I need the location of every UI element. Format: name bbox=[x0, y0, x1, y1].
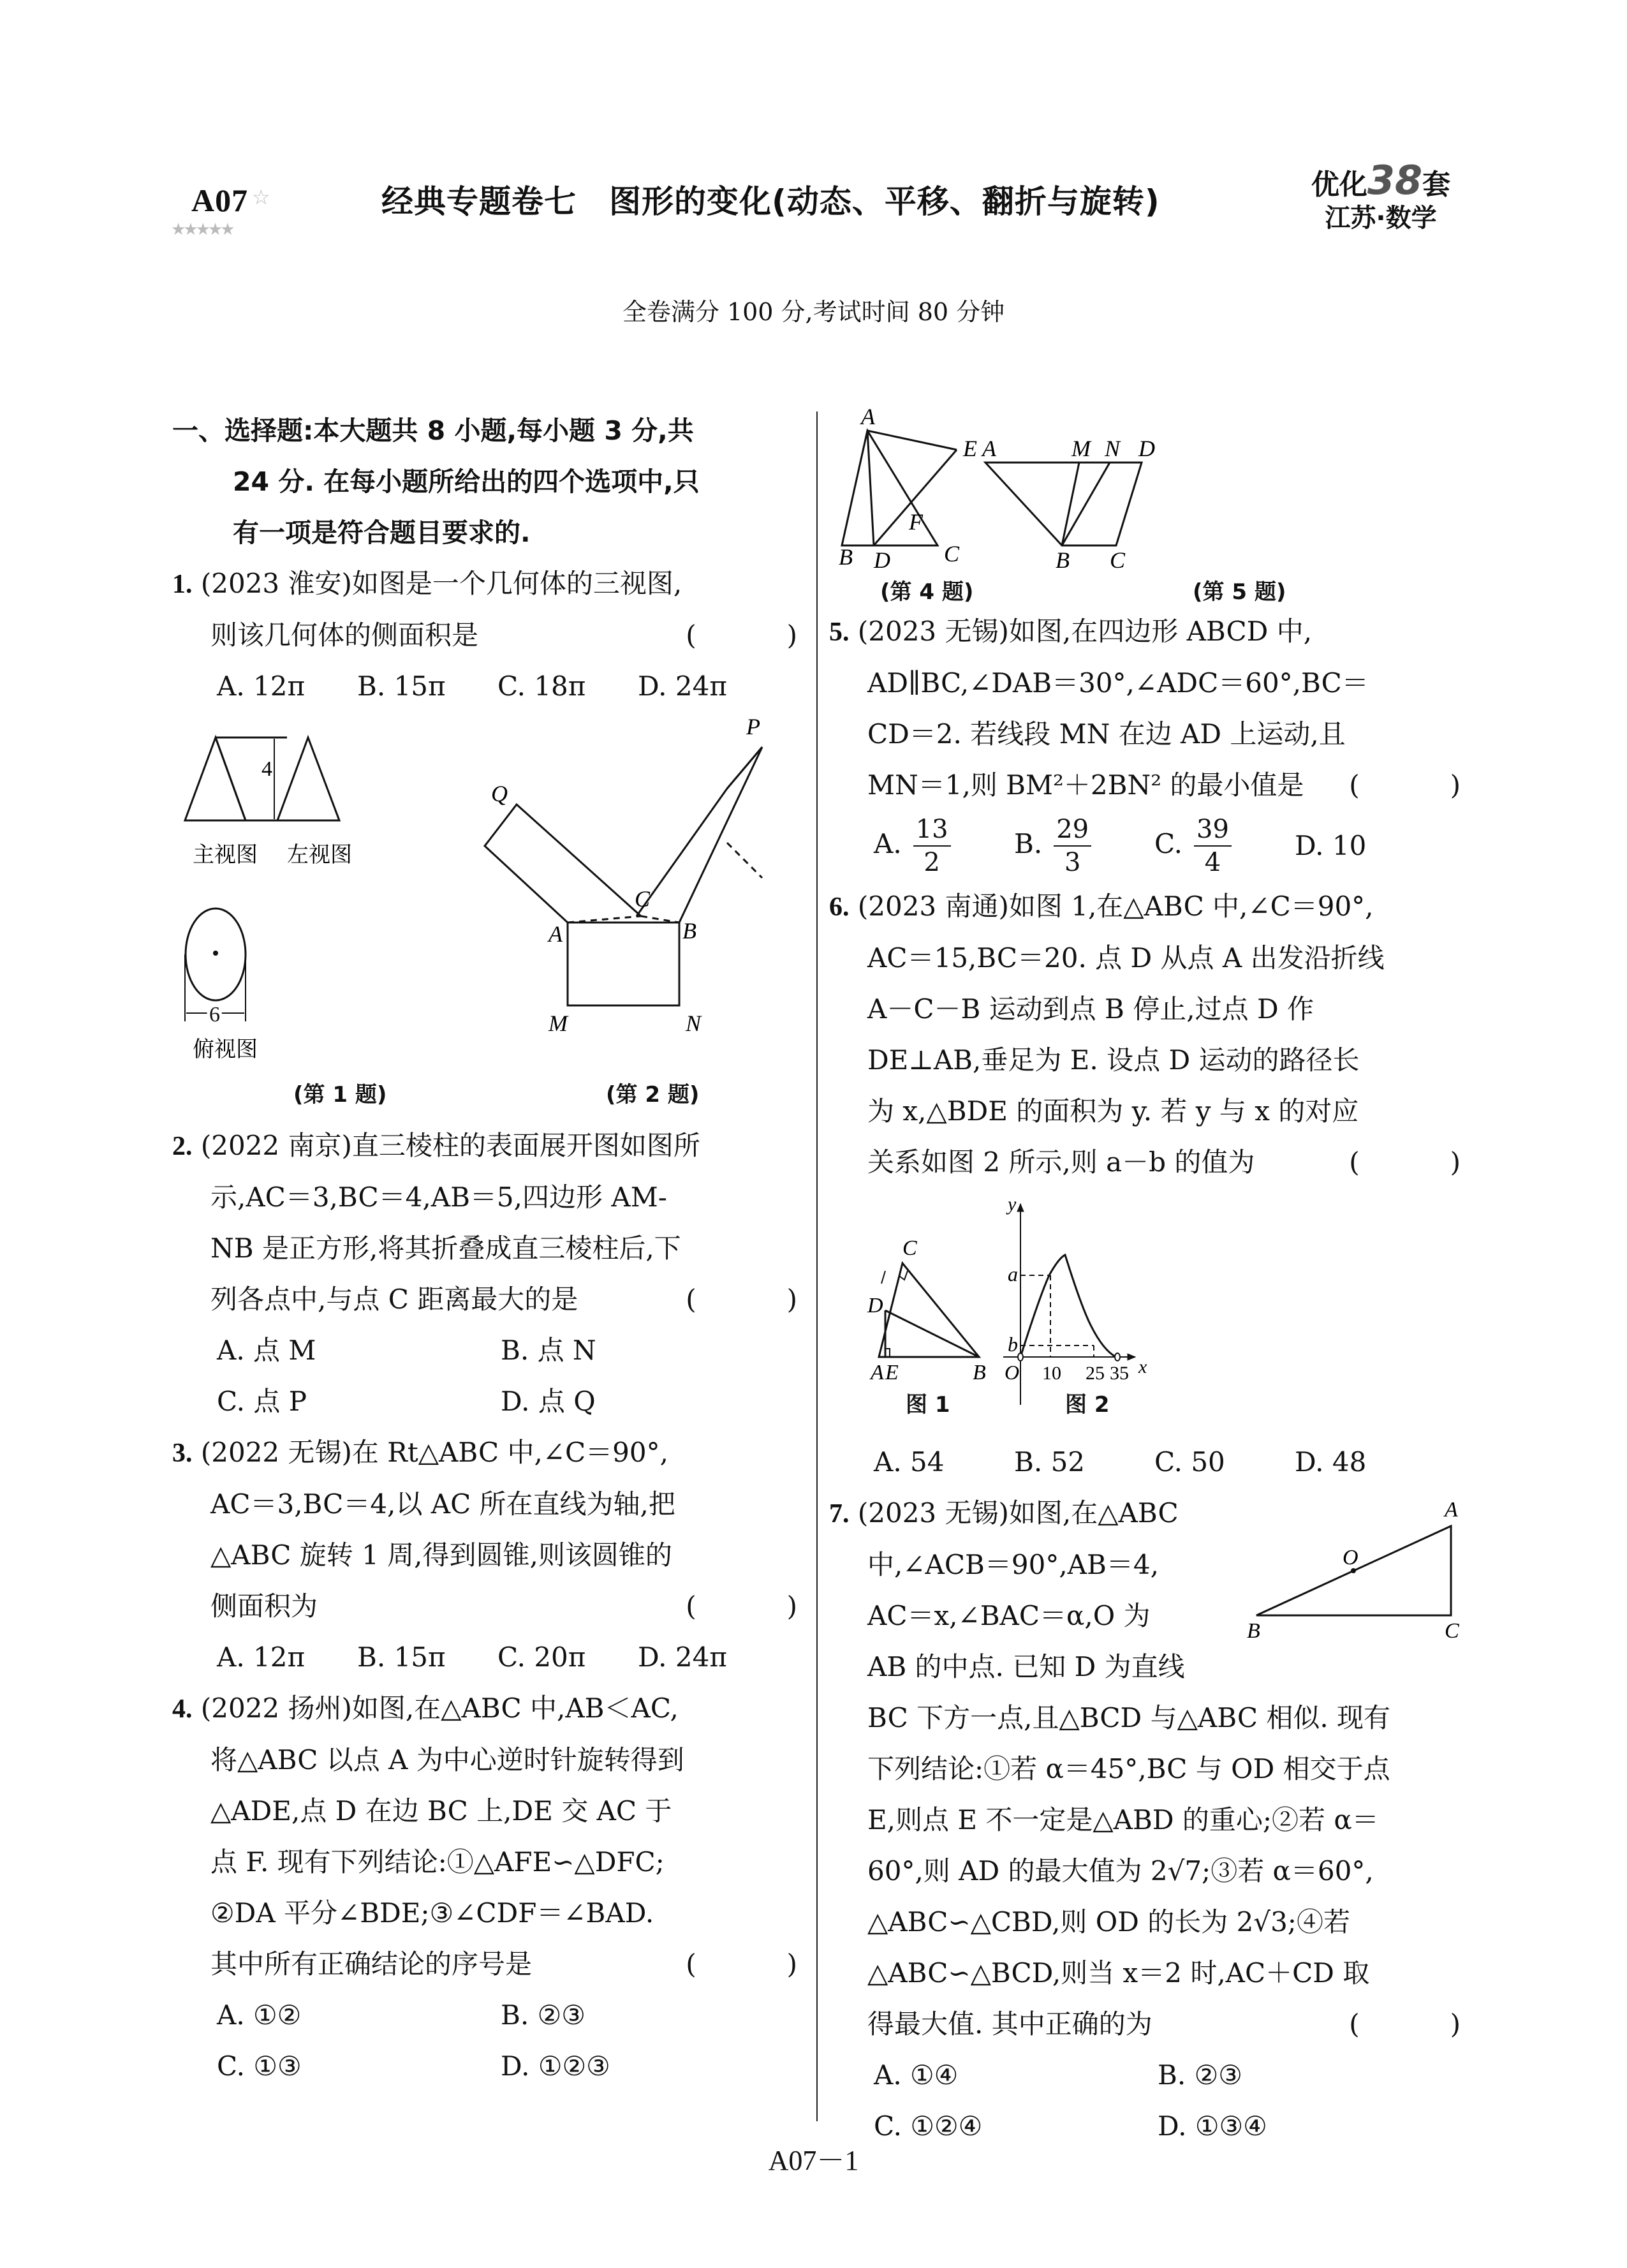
point-b: B bbox=[682, 918, 696, 944]
q6-point-e: E bbox=[885, 1361, 899, 1384]
logo-subtitle: 江苏·数学 bbox=[1325, 204, 1437, 233]
figures-q6 bbox=[829, 1188, 1467, 1437]
figure-q1-q2 bbox=[172, 712, 804, 1120]
q5-point-c: C bbox=[1110, 547, 1126, 573]
option-d[interactable]: D. 点 Q bbox=[501, 1386, 596, 1417]
x-tick-35: 35 bbox=[1110, 1363, 1129, 1384]
option-a[interactable]: A. 12π bbox=[217, 671, 306, 702]
page-title: 经典专题卷七 图形的变化(动态、平移、翻折与旋转) bbox=[381, 183, 1160, 220]
dim-6: 6 bbox=[209, 1003, 220, 1027]
answer-blank[interactable]: ( ) bbox=[686, 1948, 829, 1980]
option-d[interactable]: D. ①③④ bbox=[1158, 2110, 1267, 2142]
figures-q4-q5 bbox=[829, 396, 1467, 606]
option-d[interactable]: D. 10 bbox=[1295, 830, 1367, 861]
dim-4: 4 bbox=[261, 757, 272, 781]
option-a[interactable]: A. ①② bbox=[217, 1999, 302, 2031]
q4-point-b: B bbox=[839, 544, 853, 570]
q4-point-d: D bbox=[874, 547, 890, 573]
options bbox=[829, 1437, 1467, 1488]
q4-point-a: A bbox=[861, 404, 875, 429]
q6-point-c: C bbox=[902, 1236, 917, 1260]
axis-x-label: x bbox=[1138, 1356, 1147, 1377]
logo-text-pre: 优化 bbox=[1311, 168, 1367, 201]
q4-point-c: C bbox=[944, 541, 960, 567]
origin-label: O bbox=[1005, 1361, 1020, 1384]
q7-point-a: A bbox=[1445, 1501, 1458, 1522]
y-tick-a: a bbox=[1008, 1263, 1018, 1286]
point-a: A bbox=[548, 921, 563, 947]
figure-caption-q5: (第 5 题) bbox=[1193, 579, 1286, 605]
option-d[interactable]: D. 24π bbox=[638, 1642, 727, 1673]
answer-blank[interactable]: ( ) bbox=[686, 1284, 829, 1315]
q6-point-a: A bbox=[871, 1361, 884, 1384]
option-d[interactable]: D. ①②③ bbox=[501, 2050, 610, 2082]
question-5: 5. (2023 无锡)如图,在四边形 ABCD 中, AD∥BC,∠DAB＝30°,∠ADC＝60°,BC＝ CD＝2. 若线段 MN 在边 AD 上运动,且 MN＝1,则 BM²＋2BN² 的最小值是 ( ) A. $\frac{13}{2}$ B. $\frac{29}{3}$ C. $\frac{39}{4}$ D. 10 bbox=[829, 606, 1467, 881]
q6-fig1-triangle bbox=[879, 1263, 979, 1357]
point-c: C bbox=[635, 886, 651, 912]
q5-point-n: N bbox=[1105, 436, 1121, 461]
right-column bbox=[829, 606, 1492, 2152]
q2-net bbox=[485, 747, 762, 1005]
option-b[interactable]: B. 52 bbox=[1014, 1446, 1086, 1478]
q4-point-e: E bbox=[963, 436, 977, 461]
option-c[interactable]: C. 20π bbox=[497, 1642, 586, 1673]
option-c[interactable]: C. 点 P bbox=[217, 1386, 307, 1417]
logo-text-post: 套 bbox=[1422, 168, 1451, 201]
option-b[interactable]: B. 点 N bbox=[501, 1335, 596, 1366]
x-tick-25: 25 bbox=[1086, 1363, 1105, 1384]
q7-point-o: O bbox=[1343, 1546, 1358, 1569]
answer-blank[interactable]: ( ) bbox=[1349, 769, 1492, 801]
q1-left-view bbox=[277, 737, 339, 820]
q6-point-b: B bbox=[973, 1361, 986, 1384]
option-b[interactable]: B. 15π bbox=[357, 1642, 446, 1673]
figure-caption-fig2: 图 2 bbox=[1065, 1392, 1110, 1418]
figures-q1-q2 bbox=[172, 712, 804, 1120]
answer-blank[interactable]: ( ) bbox=[686, 619, 829, 651]
point-q: Q bbox=[491, 781, 508, 806]
question-1: 1. (2023 淮安)如图是一个几何体的三视图, 则该几何体的侧面积是 ( ) A. 12π B. 15π C. 18π D. 24π bbox=[172, 558, 804, 712]
page-number: A07－1 bbox=[768, 2145, 859, 2176]
q5-figure bbox=[985, 463, 1142, 545]
option-c[interactable]: C. 18π bbox=[497, 671, 586, 702]
option-d[interactable]: D. 24π bbox=[638, 671, 727, 702]
front-view-label: 主视图 bbox=[193, 843, 258, 867]
answer-blank[interactable]: ( ) bbox=[1349, 1146, 1492, 1178]
point-p: P bbox=[746, 714, 760, 739]
left-view-label: 左视图 bbox=[287, 843, 352, 867]
option-c[interactable]: C. 50 bbox=[1154, 1446, 1225, 1478]
option-a[interactable]: A. ①④ bbox=[874, 2059, 959, 2091]
q4-point-f: F bbox=[909, 509, 923, 535]
point-n: N bbox=[686, 1011, 702, 1036]
q7-point-b: B bbox=[1247, 1619, 1260, 1643]
question-3: 3. (2022 无锡)在 Rt△ABC 中,∠C＝90°, AC＝3,BC＝4,以 AC 所在直线为轴,把 △ABC 旋转 1 周,得到圆锥,则该圆锥的 侧面积为 ( ) A. 12π B. 15π C. 20π D. 24π bbox=[172, 1427, 804, 1683]
q5-point-a: A bbox=[982, 436, 996, 461]
left-column bbox=[172, 405, 829, 2092]
stars-decoration-icon: ★★★★★ bbox=[171, 220, 233, 239]
exam-info: 全卷满分 100 分,考试时间 80 分钟 bbox=[622, 298, 1005, 326]
q5-point-d: D bbox=[1138, 436, 1155, 461]
option-b[interactable]: B. ②③ bbox=[1158, 2059, 1242, 2091]
star-decoration-icon: ☆ bbox=[252, 185, 270, 209]
option-a[interactable]: A. $\frac{13}{2}$ bbox=[874, 813, 1014, 878]
option-b[interactable]: B. 15π bbox=[357, 671, 446, 702]
option-a[interactable]: A. 54 bbox=[874, 1446, 945, 1478]
option-d[interactable]: D. 48 bbox=[1295, 1446, 1367, 1478]
option-a[interactable]: A. 12π bbox=[217, 1642, 306, 1673]
q5-point-b: B bbox=[1056, 547, 1070, 573]
column-divider bbox=[816, 411, 818, 2121]
y-tick-b: b bbox=[1008, 1333, 1018, 1356]
question-2: 2. (2022 南京)直三棱柱的表面展开图如图所 示,AC＝3,BC＝4,AB＝5,四边形 AM- NB 是正方形,将其折叠成直三棱柱后,下 列各点中,与点 C 距离最大的是 ( ) A. 点 M B. 点 N C. 点 P D. 点 Q bbox=[172, 1120, 804, 1427]
question-7: A O B C 7. (2023 无锡)如图,在△ABC 中,∠ACB＝90°,AB＝4, AC＝x,∠BAC＝α,O 为 AB 的中点. 已知 D 为直线 BC 下方一点,且△BCD 与△ABC 相似. 现有 下列结论:①若 α＝45°,BC 与 OD 相交于点 E,则点 E 不一定是△ABD 的重心;②若 α＝ 60°,则 AD 的最大值为 2√7;③若 α＝60°, △ABC∽△CBD,则 OD 的长为 2√3;④若 △ABC∽△BCD,则当 x＝2 时,AC＋CD 取 得最大值. 其中正确的为 ( ) A. ①④ B. ②③ C. ①②④ D. ①③④ bbox=[829, 1488, 1467, 2152]
q4-figure bbox=[842, 431, 957, 545]
option-b[interactable]: B. ②③ bbox=[501, 1999, 585, 2031]
figure-caption-fig1: 图 1 bbox=[906, 1392, 950, 1418]
q6-point-d: D bbox=[867, 1294, 883, 1317]
figure-caption-q2: (第 2 题) bbox=[606, 1082, 700, 1108]
top-view-label: 俯视图 bbox=[193, 1038, 258, 1062]
question-6: 6. (2023 南通)如图 1,在△ABC 中,∠C＝90°, AC＝15,BC＝20. 点 D 从点 A 出发沿折线 A－C－B 运动到点 B 停止,过点 D 作 DE⊥AB,垂足为 E. 设点 D 运动的路径长 为 x,△BDE 的面积为 y. 若 y 与 x 的对应 关系如图 2 所示,则 a－b 的值为 ( ) C D A E B y x O 10 25 35 a b 图 1 图 2 A. 54 B. 52 C. 50 D. 48 bbox=[829, 881, 1467, 1488]
answer-blank[interactable]: ( ) bbox=[1349, 2008, 1492, 2040]
q5-point-m: M bbox=[1071, 436, 1091, 461]
axis-y-label: y bbox=[1008, 1194, 1017, 1215]
option-c[interactable]: C. ①③ bbox=[217, 2050, 302, 2082]
figure-caption-q4: (第 4 题) bbox=[880, 579, 974, 605]
answer-blank[interactable]: ( ) bbox=[686, 1590, 829, 1622]
brand-logo bbox=[1295, 157, 1467, 233]
option-a[interactable]: A. 点 M bbox=[217, 1335, 316, 1366]
options bbox=[172, 661, 804, 712]
option-b[interactable]: B. $\frac{29}{3}$ bbox=[1014, 813, 1154, 878]
x-tick-10: 10 bbox=[1042, 1363, 1061, 1384]
paper-code: A07 bbox=[191, 182, 249, 218]
option-c[interactable]: C. $\frac{39}{4}$ bbox=[1154, 813, 1295, 878]
option-c[interactable]: C. ①②④ bbox=[874, 2110, 983, 2142]
q7-point-c: C bbox=[1445, 1619, 1459, 1643]
point-m: M bbox=[548, 1011, 568, 1036]
section-heading: 一、选择题:本大题共 8 小题,每小题 3 分,共 24 分. 在每小题所给出的四个选项中,只 有一项是符合题目要求的. bbox=[172, 415, 700, 548]
question-4: 4. (2022 扬州)如图,在△ABC 中,AB＜AC, 将△ABC 以点 A 为中心逆时针旋转得到 △ADE,点 D 在边 BC 上,DE 交 AC 于 点 F. 现有下列结论:①△AFE∽△DFC; ②DA 平分∠BDE;③∠CDF＝∠BAD. 其中所有正确结论的序号是 ( ) A. ①② B. ②③ C. ①③ D. ①②③ bbox=[172, 1683, 804, 2092]
logo-number: 38 bbox=[1367, 157, 1423, 204]
figure-q7 bbox=[1237, 1501, 1467, 1666]
options bbox=[829, 811, 1467, 881]
figure-caption-q1: (第 1 题) bbox=[293, 1082, 387, 1108]
